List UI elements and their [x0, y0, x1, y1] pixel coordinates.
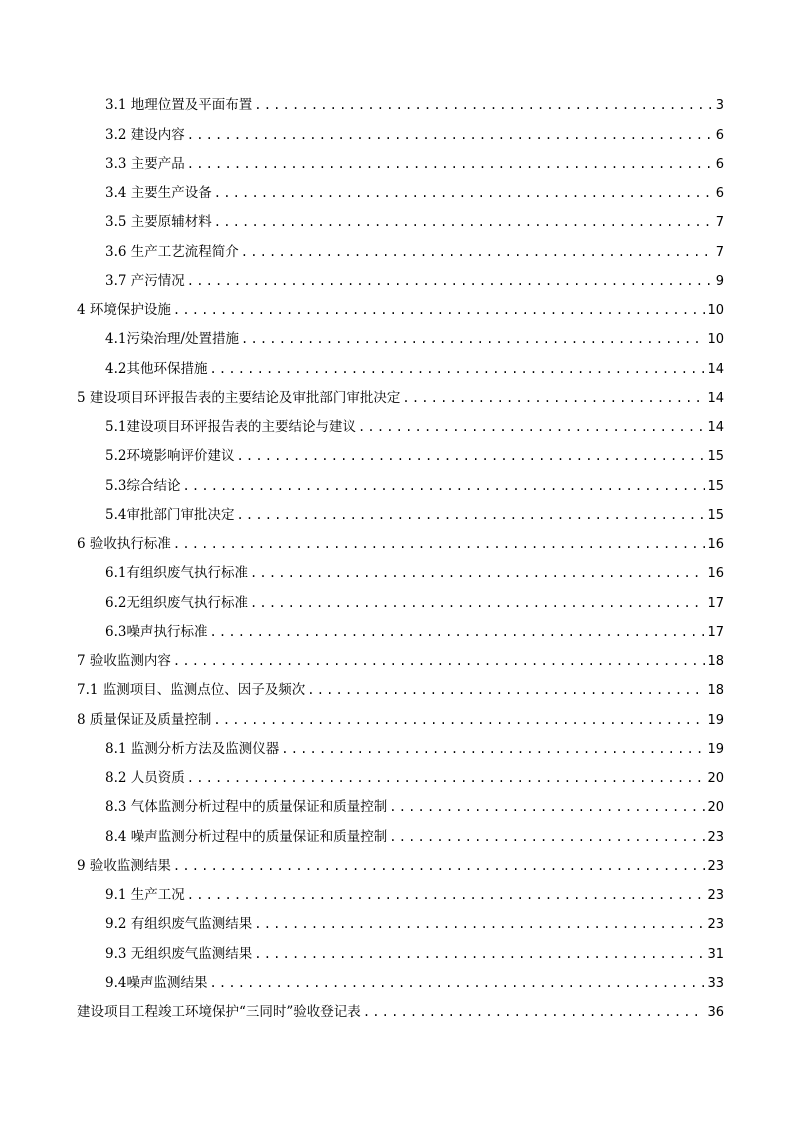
toc-entry-title: 5 建设项目环评报告表的主要结论及审批部门审批决定 — [77, 389, 401, 406]
toc-entry-title: 5.4审批部门审批决定 — [105, 506, 235, 523]
toc-entry-page: 17 — [707, 624, 724, 640]
toc-entry-title: 8.4 噪声监测分析过程中的质量保证和质量控制 — [105, 828, 388, 845]
toc-entry-8-4[interactable] — [77, 822, 724, 851]
dot-leader — [241, 238, 714, 267]
toc-entry-3-5[interactable] — [77, 208, 724, 237]
toc-entry-3-4[interactable] — [77, 179, 724, 208]
toc-entry-page: 36 — [707, 1005, 724, 1020]
toc-entry-7[interactable] — [77, 647, 724, 676]
toc-entry-3-7[interactable] — [77, 267, 724, 296]
toc-entry-9-4[interactable] — [77, 969, 724, 998]
dot-leader — [209, 355, 705, 384]
toc-entry-6-3[interactable] — [77, 618, 724, 647]
toc-entry-title: 6.2无组织废气执行标准 — [105, 594, 248, 611]
toc-entry-5-4[interactable] — [77, 501, 724, 530]
toc-entry-6-2[interactable] — [77, 588, 724, 617]
toc-entry-8-2[interactable] — [77, 764, 724, 793]
toc-entry-title: 3.3 主要产品 — [105, 155, 185, 172]
dot-leader — [402, 384, 705, 413]
toc-entry-title: 3.7 产污情况 — [105, 272, 185, 289]
toc-entry-page: 16 — [707, 537, 724, 552]
toc-entry-5[interactable] — [77, 384, 724, 413]
toc-entry-page: 31 — [707, 946, 724, 962]
toc-entry-page: 33 — [707, 975, 724, 991]
toc-entry-page: 10 — [707, 303, 724, 318]
toc-entry-page: 6 — [715, 156, 724, 172]
toc-entry-title: 6.3噪声执行标准 — [105, 623, 208, 640]
toc-entry-title: 3.4 主要生产设备 — [105, 185, 212, 201]
toc-entry-8-3[interactable] — [77, 793, 724, 822]
toc-entry-3-2[interactable] — [77, 120, 724, 149]
toc-entry-title: 9.2 有组织废气监测结果 — [105, 916, 253, 933]
toc-entry-title: 8.2 人员资质 — [105, 770, 185, 786]
dot-leader — [254, 910, 705, 939]
toc-entry-9-2[interactable] — [77, 910, 724, 939]
dot-leader — [187, 150, 714, 179]
toc-entry-title: 8.3 气体监测分析过程中的质量保证和质量控制 — [105, 799, 388, 816]
toc-entry-title: 6 验收执行标准 — [77, 536, 171, 552]
dot-leader — [250, 589, 705, 618]
toc-entry-title: 3.6 生产工艺流程简介 — [105, 243, 239, 260]
toc-entry-page: 9 — [715, 273, 724, 289]
dot-leader — [209, 618, 705, 647]
toc-entry-8[interactable] — [77, 705, 724, 734]
dot-leader — [213, 706, 705, 735]
dot-leader — [187, 764, 706, 793]
dot-leader — [236, 501, 705, 530]
dot-leader — [209, 969, 705, 998]
toc-entry-title: 5.2环境影响评价建议 — [105, 448, 235, 465]
toc-entry-page: 6 — [715, 127, 724, 143]
toc-entry-page: 23 — [707, 829, 724, 845]
toc-entry-page: 19 — [707, 741, 724, 757]
dot-leader — [389, 793, 705, 822]
dot-leader — [187, 121, 714, 150]
toc-entry-title: 6.1有组织废气执行标准 — [105, 565, 248, 582]
dot-leader — [182, 472, 705, 501]
toc-entry-title: 4 环境保护设施 — [77, 302, 171, 318]
toc-entry-page: 14 — [707, 420, 724, 435]
toc-entry-page: 19 — [707, 712, 724, 728]
toc-entry-page: 23 — [707, 917, 724, 933]
table-of-contents — [77, 91, 724, 1027]
toc-entry-page: 20 — [707, 800, 724, 816]
toc-entry-title: 4.1污染治理/处置措施 — [105, 331, 240, 348]
dot-leader — [254, 940, 705, 969]
toc-entry-title: 建设项目工程竣工环境保护“三同时”验收登记表 — [77, 1004, 361, 1020]
toc-entry-title: 9 验收监测结果 — [77, 857, 171, 874]
toc-entry-page: 10 — [707, 332, 724, 348]
dot-leader — [187, 267, 714, 296]
toc-entry-9-3[interactable] — [77, 939, 724, 968]
toc-entry-6[interactable] — [77, 530, 724, 559]
toc-entry-title: 4.2其他环保措施 — [105, 360, 208, 377]
toc-entry-page: 15 — [707, 478, 724, 494]
dot-leader — [214, 208, 714, 237]
toc-entry-title: 5.1建设项目环评报告表的主要结论与建议 — [105, 419, 356, 435]
toc-entry-4[interactable] — [77, 296, 724, 325]
dot-leader — [307, 676, 705, 705]
toc-entry-7-1[interactable] — [77, 676, 724, 705]
dot-leader — [241, 325, 705, 354]
dot-leader — [254, 91, 713, 120]
toc-entry-8-1[interactable] — [77, 735, 724, 764]
toc-entry-page: 23 — [707, 888, 724, 903]
dot-leader — [173, 647, 706, 676]
toc-entry-page: 18 — [707, 683, 724, 699]
toc-entry-5-3[interactable] — [77, 471, 724, 500]
toc-entry-page: 17 — [707, 595, 724, 611]
dot-leader — [389, 823, 705, 852]
toc-entry-page: 14 — [707, 361, 724, 377]
toc-entry-4-2[interactable] — [77, 354, 724, 383]
toc-entry-title: 8 质量保证及质量控制 — [77, 711, 212, 728]
dot-leader — [173, 530, 706, 559]
dot-leader — [187, 881, 706, 910]
toc-entry-9[interactable] — [77, 852, 724, 881]
toc-entry-title: 7.1 监测项目、监测点位、因子及频次 — [77, 682, 306, 699]
toc-entry-registration-form[interactable] — [77, 998, 724, 1027]
toc-entry-page: 3 — [715, 98, 724, 114]
toc-entry-title: 3.5 主要原辅材料 — [105, 214, 212, 231]
toc-entry-title: 3.1 地理位置及平面布置 — [105, 97, 253, 114]
toc-entry-3-6[interactable] — [77, 237, 724, 266]
toc-entry-title: 9.1 生产工况 — [105, 887, 185, 903]
toc-entry-page: 23 — [707, 858, 724, 874]
toc-entry-page: 14 — [707, 390, 724, 406]
toc-entry-page: 6 — [715, 186, 724, 201]
dot-leader — [214, 179, 714, 208]
toc-entry-5-1[interactable] — [77, 413, 724, 442]
dot-leader — [173, 852, 706, 881]
dot-leader — [358, 413, 705, 442]
toc-entry-title: 7 验收监测内容 — [77, 653, 171, 669]
dot-leader — [236, 442, 705, 471]
dot-leader — [250, 559, 705, 588]
toc-entry-page: 7 — [715, 244, 724, 260]
toc-entry-9-1[interactable] — [77, 881, 724, 910]
toc-entry-title: 3.2 建设内容 — [105, 126, 185, 143]
toc-entry-title: 5.3综合结论 — [105, 477, 181, 494]
toc-entry-5-2[interactable] — [77, 442, 724, 471]
dot-leader — [173, 296, 706, 325]
dot-leader — [363, 998, 706, 1027]
toc-entry-page: 15 — [707, 449, 724, 465]
toc-entry-page: 16 — [707, 566, 724, 582]
toc-entry-6-1[interactable] — [77, 559, 724, 588]
toc-entry-title: 8.1 监测分析方法及监测仪器 — [105, 740, 280, 757]
toc-entry-4-1[interactable] — [77, 325, 724, 354]
dot-leader — [281, 735, 705, 764]
toc-entry-title: 9.4噪声监测结果 — [105, 974, 208, 991]
toc-entry-page: 15 — [707, 507, 724, 523]
toc-entry-title: 9.3 无组织废气监测结果 — [105, 945, 253, 962]
toc-entry-page: 7 — [715, 215, 724, 231]
toc-entry-page: 20 — [707, 771, 724, 786]
toc-entry-3-3[interactable] — [77, 150, 724, 179]
toc-entry-page: 18 — [707, 654, 724, 669]
toc-entry-3-1[interactable] — [77, 91, 724, 120]
